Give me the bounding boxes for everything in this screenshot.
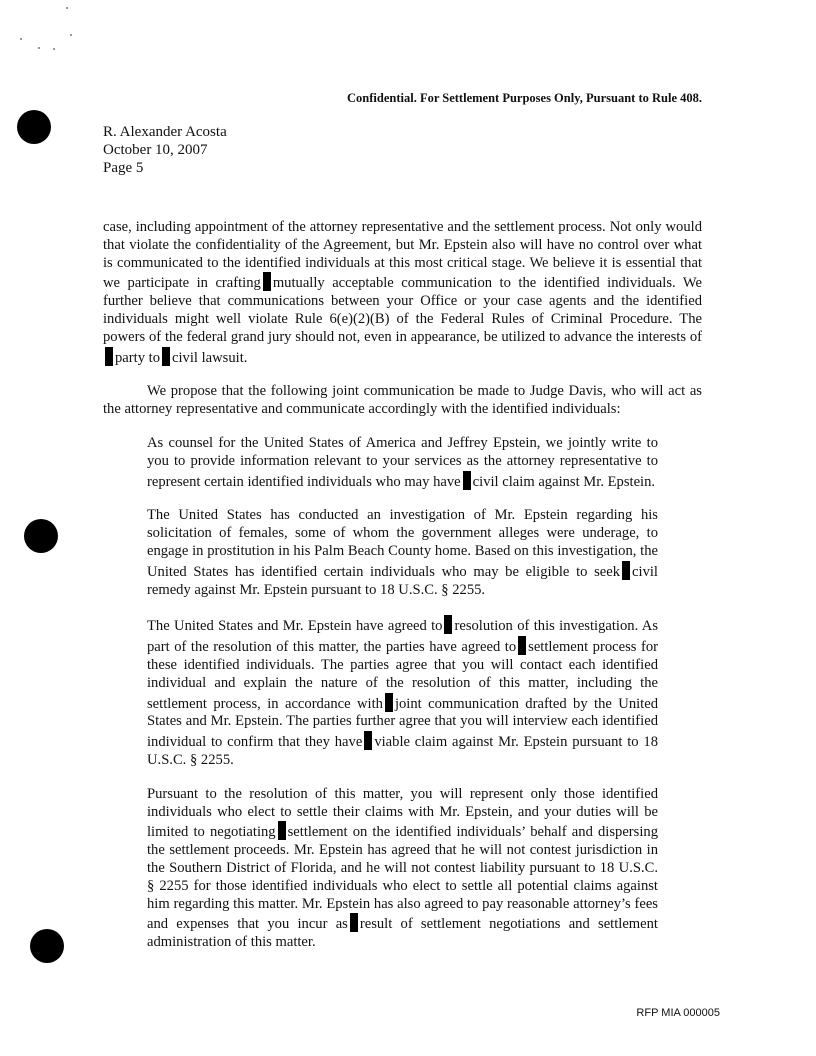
redaction-mark [350,913,358,932]
recipient-name: R. Alexander Acosta [103,124,227,140]
scan-speck [66,7,68,9]
redaction-mark [444,615,452,634]
hole-punch-top [17,110,51,144]
quote-paragraph-2: The United States has conducted an investigation of Mr. Epstein regarding his solicitation of females, some of whom the government alleges were underage, to engage in prostitution in his Palm Beach County home. Based on this investigation, the United States has identified certain individuals who may be eligible to seek civil remedy against Mr. Epstein pursuant to 18 U.S.C. § 2255. [147,507,658,598]
scan-speck [20,38,22,40]
scan-speck [53,48,55,50]
bates-number: RFP MIA 000005 [636,1007,720,1019]
scan-speck [38,47,40,49]
redaction-mark [385,693,393,712]
letter-date: October 10, 2007 [103,142,208,158]
redaction-mark [263,272,271,291]
hole-punch-middle [24,519,58,553]
scan-speck [70,34,72,36]
redaction-mark [518,636,526,655]
redaction-mark [622,561,630,580]
quote-paragraph-1: As counsel for the United States of America and Jeffrey Epstein, we jointly write to you to provide information relevant to your services as the attorney representative to represent certain identified individuals who may have civil claim against Mr. Epstein. [147,434,658,490]
redaction-mark [364,731,372,750]
redaction-mark [463,471,471,490]
quote-paragraph-3: The United States and Mr. Epstein have agreed to resolution of this investigation. As part of the resolution of this matter, the parties have agreed to settlement process for these identified individuals. The parties agree that you will contact each identified individual and explain the nature of the resolution of this matter, including the settlement process, in accordance with joint communication drafted by the United States and Mr. Epstein. The parties further agree that you will interview each identified individual to confirm that they have viable claim against Mr. Epstein pursuant to 18 U.S.C. § 2255. [147,615,658,769]
letter-address-block [103,123,227,177]
paragraph-continuation: case, including appointment of the attorney representative and the settlement process. Not only would that violate the confidentiality of the Agreement, but Mr. Epstein also will have no control over what is communicated to the identified individuals at this most critical stage. We believe it is essential that we participate in crafting mutually acceptable communication to the identified individuals. We further believe that communications between your Office or your case agents and the identified individuals might well violate Rule 6(e)(2)(B) of the Federal Rules of Criminal Procedure. The powers of the federal grand jury should not, even in appearance, be utilized to advance the interests ofparty to civil lawsuit. [103,219,702,366]
hole-punch-bottom [30,929,64,963]
redaction-mark [162,347,170,366]
quote-paragraph-4: Pursuant to the resolution of this matter, you will represent only those identified individuals who elect to settle their claims with Mr. Epstein, and your duties will be limited to negotiating settlement on the identified individuals’ behalf and dispersing the settlement proceeds. Mr. Epstein has agreed that he will not contest jurisdiction in the Southern District of Florida, and he will not contest liability pursuant to 18 U.S.C. § 2255 for those identified individuals who elect to settle all potential claims against him regarding this matter. Mr. Epstein has also agreed to pay reasonable attorney’s fees and expenses that you incur as result of settlement negotiations and settlement administration of this matter. [147,785,658,951]
letter-body [103,219,702,968]
paragraph-proposal: We propose that the following joint communication be made to Judge Davis, who will act as the attorney representative and communicate accordingly with the identified individuals: [103,383,702,418]
redaction-mark [278,821,286,840]
page-number: Page 5 [103,160,144,176]
confidential-header: Confidential. For Settlement Purposes Only, Pursuant to Rule 408. [347,91,702,105]
redaction-mark [105,347,113,366]
